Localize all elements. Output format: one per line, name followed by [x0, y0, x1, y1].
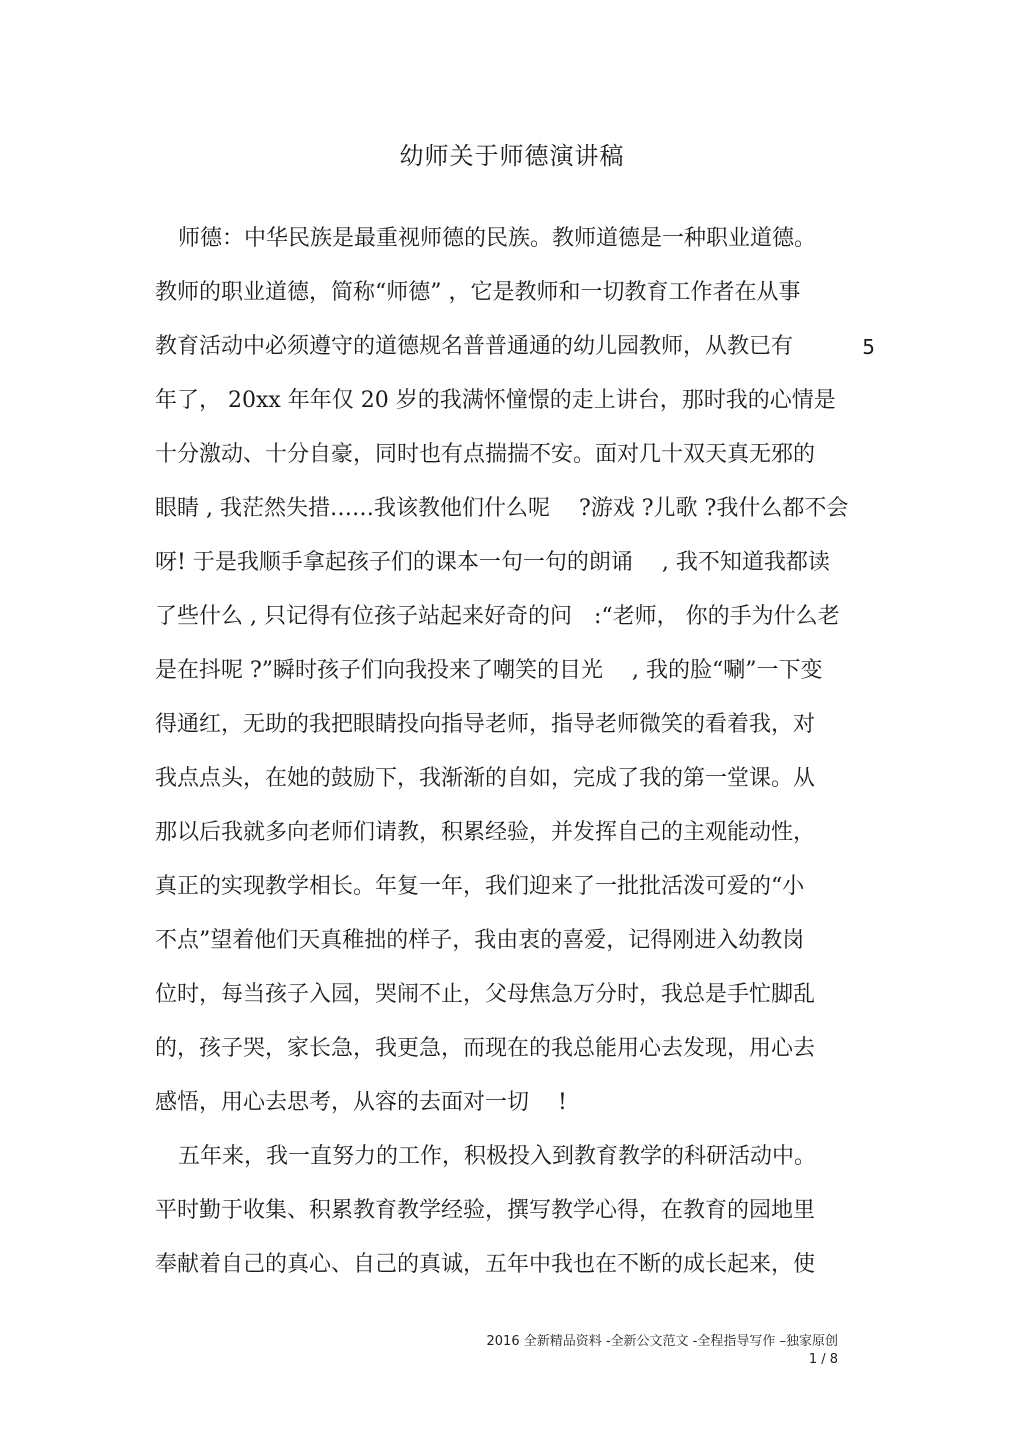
body-line: 的，孩子哭，家长急，我更急，而现在的我总能用心去发现，用心去 [155, 1036, 816, 1061]
page-number: 1 / 8 [808, 1352, 838, 1367]
body-line: 那以后我就多向老师们请教，积累经验，并发挥自己的主观能动性， [155, 820, 816, 845]
body-line: 我点点头，在她的鼓励下，我渐渐的自如，完成了我的第一堂课。从 [155, 766, 816, 791]
body-line-text: 教育活动中必须遵守的道德规名普普通通的幼儿园教师，从教已有 [155, 334, 794, 359]
body-line: 五年来，我一直努力的工作，积极投入到教育教学的科研活动中。 [178, 1144, 817, 1169]
body-line: 了些什么 , 只记得有位孩子站起来好奇的问 :“老师， 你的手为什么老 [155, 604, 840, 629]
body-line: 不点”望着他们天真稚拙的样子，我由衷的喜爱，记得刚进入幼教岗 [155, 928, 805, 953]
body-line: 教师的职业道德，简称“师德” ，它是教师和一切教育工作者在从事 [155, 280, 801, 305]
body-line: 感悟，用心去思考，从容的去面对一切 ! [155, 1090, 567, 1115]
body-line: 得通红，无助的我把眼睛投向指导老师，指导老师微笑的看着我，对 [155, 712, 816, 737]
body-line: 真正的实现教学相长。年复一年，我们迎来了一批批活泼可爱的“小 [155, 874, 805, 899]
document-title: 幼师关于师德演讲稿 [399, 142, 625, 170]
page-footer: 2016 全新精品资料 -全新公文范文 -全程指导写作 –独家原创 [486, 1334, 838, 1349]
document-body [155, 212, 875, 1292]
body-line: 奉献着自己的真心、自己的真诚，五年中我也在不断的成长起来，使 [155, 1252, 816, 1277]
body-line: 眼睛 , 我茫然失措……我该教他们什么呢 ?游戏 ?儿歌 ?我什么都不会 [155, 496, 849, 521]
body-line: 师德：中华民族是最重视师德的民族。教师道德是一种职业道德。 [178, 226, 817, 251]
body-line: 年了， 20xx 年年仅 20 岁的我满怀憧憬的走上讲台，那时我的心情是 [155, 388, 836, 413]
trailing-number: 5 [862, 335, 875, 359]
body-line: 平时勤于收集、积累教育教学经验，撰写教学心得，在教育的园地里 [155, 1198, 816, 1223]
body-line: 是在抖呢 ?”瞬时孩子们向我投来了嘲笑的目光 , 我的脸“唰”一下变 [155, 658, 823, 683]
body-line: 呀! 于是我顺手拿起孩子们的课本一句一句的朗诵 , 我不知道我都读 [155, 550, 830, 575]
body-line-with-trailing-number [155, 320, 875, 374]
body-line: 十分激动、十分自豪，同时也有点揣揣不安。面对几十双天真无邪的 [155, 442, 816, 467]
body-line: 位时，每当孩子入园，哭闹不止，父母焦急万分时，我总是手忙脚乱 [155, 982, 816, 1007]
